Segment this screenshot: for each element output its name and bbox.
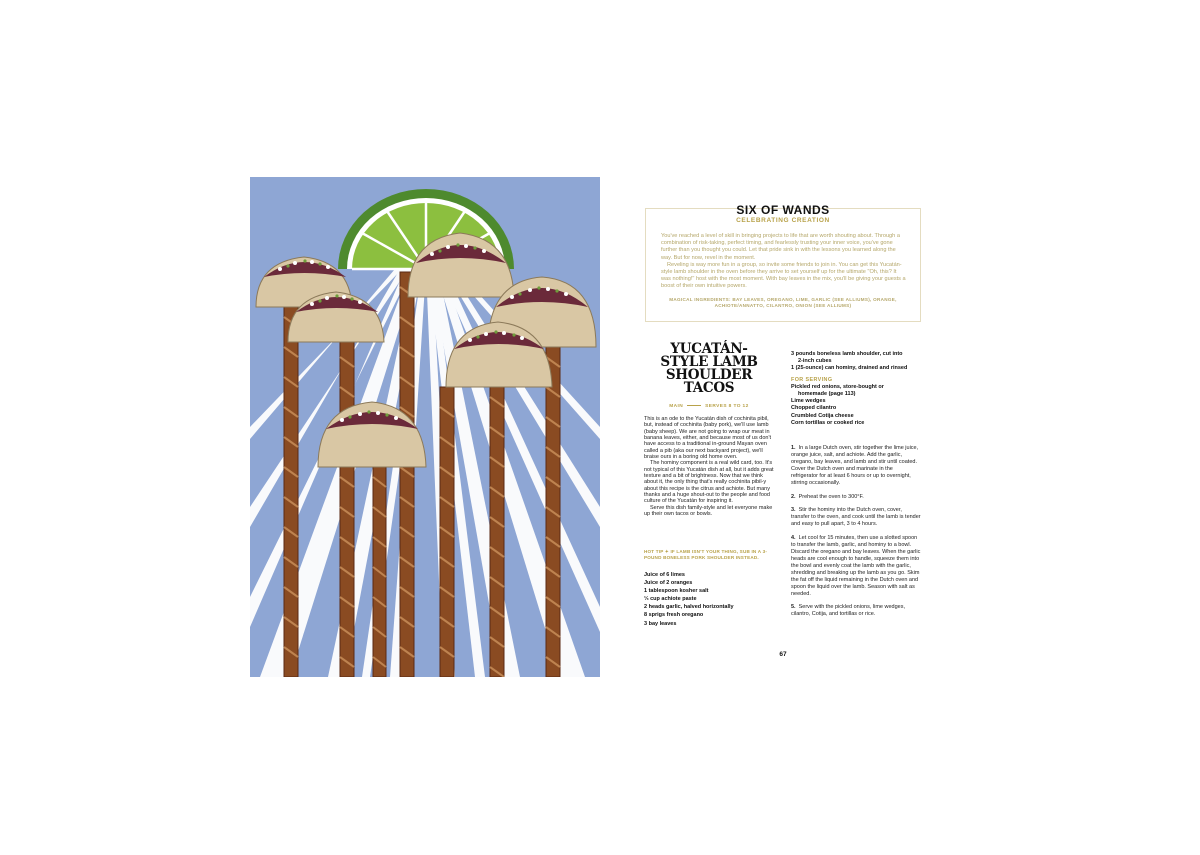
step-text: Stir the hominy into the Dutch oven, cover, transfer to the oven, and cook until the lamb is tender and easy to pull apart, 3 to 4 hours. bbox=[791, 507, 921, 527]
recipe-steps bbox=[791, 445, 921, 625]
recipe-title-line-2: STYLE LAMB bbox=[660, 354, 758, 370]
step-1 bbox=[791, 445, 921, 487]
intro-paragraph-1: This is an ode to the Yucatán dish of cochinita pibil, but, instead of cochinita (baby pork), we'll use lamb (baby sheep). We are not going to wrap our meat in banana leaves, either, and because most of us don't have access to a traditional in-ground Mayan oven called a pib (aka our next backyard project), we'll braise ours in a boring old home oven. bbox=[644, 416, 772, 461]
ingredient-item: 1 tablespoon kosher salt bbox=[644, 588, 709, 595]
ingredient-item: 3 bay leaves bbox=[644, 620, 677, 627]
ingredient-item: Juice of 6 limes bbox=[644, 572, 685, 578]
tarot-paragraph-2: Reveling is way more fun in a group, so invite some friends to join in. You can get this Yucatán-style lamb shoulder in the oven before they arrive to set yourself up for the ultimate "Oh, this? It was nothing!" host with the most moment. With bay leaves in the mix, you'll be giving your guests a boost of their own intuitive powers. bbox=[661, 261, 906, 290]
recipe-title-line-4: TACOS bbox=[683, 380, 735, 396]
recipe-title-line-3: SHOULDER bbox=[665, 367, 753, 383]
step-text: Let cool for 15 minutes, then use a slotted spoon to transfer the lamb, garlic, and hominy to a bowl. Discard the oregano and bay leaves. When the garlic heads are cool enough to handle, squeeze them into the bowl and evenly coat the lamb with the garlic, shredding and breaking up the lamb as you go. Skim the fat off the liquid remaining in the Dutch oven and spoon the liquid over the lamb. Season with salt as needed. bbox=[791, 534, 921, 597]
serving-item: Chopped cilantro bbox=[791, 405, 837, 412]
step-4 bbox=[791, 535, 921, 598]
tarot-title: SIX OF WANDS bbox=[736, 203, 830, 217]
ingredient-item: 2 heads garlic, halved horizontally bbox=[644, 604, 734, 611]
serving-item: Crumbled Cotija cheese bbox=[791, 412, 854, 419]
magical-ingredients: MAGICAL INGREDIENTS: BAY LEAVES, OREGANO, LIME, GARLIC (SEE ALLIUMS), ORANGE, ACHIOTE/ANNATTO, CILANTRO, ONION (SEE ALLIUMS) bbox=[669, 297, 897, 308]
page-number: 67 bbox=[779, 651, 787, 658]
ingredient-item: ⅓ cup achiote paste bbox=[644, 596, 697, 603]
meta-divider bbox=[687, 405, 701, 406]
tarot-card-box bbox=[645, 203, 921, 322]
serving-item-continued: homemade (page 113) bbox=[798, 391, 856, 398]
step-text: Serve with the pickled onions, lime wedges, cilantro, Cotija, and tortillas or rice. bbox=[791, 604, 905, 617]
recipe-title-line-1: YUCATÁN- bbox=[670, 341, 748, 357]
serving-item: Pickled red onions, store-bought or bbox=[791, 383, 884, 390]
serving-item: Corn tortillas or cooked rice bbox=[791, 419, 865, 426]
recipe-meta bbox=[645, 404, 773, 409]
ingredient-item: 3 pounds boneless lamb shoulder, cut into bbox=[791, 351, 903, 357]
taco-illustration bbox=[250, 177, 600, 677]
step-5 bbox=[791, 604, 921, 618]
ingredient-item: Juice of 2 oranges bbox=[644, 580, 693, 587]
tarot-paragraph-1: You've reached a level of skill in bringing projects to life that are worth shouting about. Through a combination of risk-taking, perfect timing, and fearlessly trusting your inner voice, you've gone further than you thought you could. Let that pride sink in with the lessons you learned along the way. But for now, revel in the moment. bbox=[661, 233, 900, 261]
step-text: Preheat the oven to 300°F. bbox=[798, 493, 864, 500]
ingredient-item: 8 sprigs fresh oregano bbox=[644, 612, 704, 619]
step-number: 2. bbox=[791, 493, 796, 500]
intro-paragraph-3: Serve this dish family-style and let everyone make up their own tacos or bowls. bbox=[644, 504, 773, 518]
ingredients-list-a bbox=[644, 571, 776, 628]
hot-tip: HOT TIP ✦ IF LAMB ISN'T YOUR THING, SUB IN A 3-POUND BONELESS PORK SHOULDER INSTEAD. bbox=[644, 549, 768, 560]
illustration-svg bbox=[250, 177, 600, 677]
ingredients-list-b bbox=[791, 351, 921, 427]
step-number: 4. bbox=[791, 534, 796, 541]
step-number: 5. bbox=[791, 604, 796, 610]
step-2 bbox=[791, 494, 921, 501]
recipe-serves: SERVES 8 TO 12 bbox=[705, 404, 749, 409]
for-serving-heading: FOR SERVING bbox=[791, 376, 833, 383]
ingredient-item: 1 (25-ounce) can hominy, drained and rinsed bbox=[791, 365, 908, 372]
intro-paragraph-2: The hominy component is a real wild card, too. It's not typical of this Yucatán dish at all, but it adds great texture and a bit of brightness. Now that we think about it, the only thing that's really cochinita pibil-y about this recipe is the citrus and achiote. But many thanks and a huge shout-out to the people and food culture of the Yucatán for inspiring it. bbox=[644, 460, 774, 505]
step-number: 1. bbox=[791, 445, 796, 451]
step-3 bbox=[791, 507, 921, 528]
step-number: 3. bbox=[791, 507, 796, 513]
serving-item: Lime wedges bbox=[791, 398, 826, 405]
recipe-intro bbox=[644, 416, 776, 518]
tarot-description bbox=[661, 233, 906, 291]
recipe-course: MAIN bbox=[669, 404, 684, 409]
tarot-subtitle: CELEBRATING CREATION bbox=[736, 217, 830, 224]
recipe-title bbox=[645, 343, 773, 395]
ingredient-item-continued: 2-inch cubes bbox=[798, 358, 832, 365]
step-text: In a large Dutch oven, stir together the lime juice, orange juice, salt, and achiote. Add the garlic, oregano, bay leaves, and lamb and stir until coated. Cover the Dutch oven and marinate in the refrigerator for at least 6 hours or up to overnight, stirring occasionally. bbox=[791, 445, 919, 486]
